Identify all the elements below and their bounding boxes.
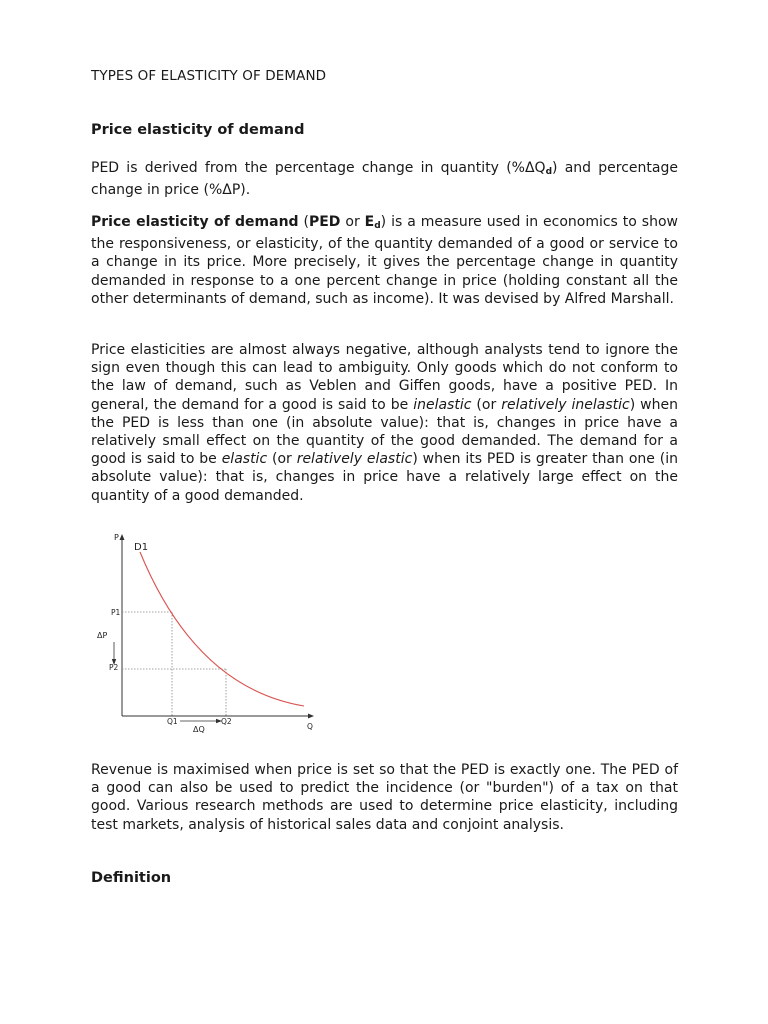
- p-axis-label: P: [114, 533, 119, 542]
- abbr: PED: [308, 214, 341, 230]
- text: (or: [267, 451, 297, 468]
- term: relatively elastic: [296, 451, 413, 468]
- text: ) when its PED is greater than one (in absolute value): that is, changes in price have a relatively large effect on the quantity of a good demanded.: [91, 451, 679, 504]
- subscript: d: [545, 167, 553, 177]
- paragraph-ped-derivation: [91, 159, 678, 199]
- y-axis-arrow-icon: [120, 534, 125, 540]
- curve-label-d1: D1: [134, 542, 149, 553]
- demand-curve-figure: [97, 528, 330, 740]
- delta-q-label: ΔQ: [193, 725, 205, 734]
- paragraph-ped-sign: [91, 341, 678, 505]
- paragraph-revenue: Revenue is maximised when price is set so that the PED is exactly one. The PED of a good can also be used to predict the incidence (or "burden") of a tax on that good. Various research methods are used to determine price elasticity, including test markets, analysis of historical sales data and conjoint analysis.: [91, 762, 678, 833]
- document-title: TYPES OF ELASTICITY OF DEMAND: [91, 68, 327, 84]
- text: ) when the PED is less than one (in absolute value): that is, changes in price have a relatively small effect on the quantity of the good demanded. The demand for a good is said to be: [91, 396, 678, 468]
- p2-label: P2: [109, 663, 119, 672]
- symbol: E: [364, 214, 375, 230]
- term: Price elasticity of demand: [91, 214, 299, 230]
- section-heading-definition: Definition: [91, 870, 172, 886]
- text: PED is derived from the percentage change in quantity (%ΔQ: [91, 160, 546, 176]
- q2-label: Q2: [221, 717, 232, 726]
- subscript: d: [374, 221, 381, 231]
- text: (or: [471, 396, 502, 413]
- section-heading-price-elasticity: Price elasticity of demand: [91, 122, 305, 138]
- text: ) is a measure used in economics to show the responsiveness, or elasticity, of the quantity demanded of a good or service to a change in its price. More precisely, it gives the percentage change in quantity demanded in response to a one percent change in price (holding constant all the other determinants of demand, such as income). It was devised by Alfred Marshall.: [91, 214, 678, 307]
- q-axis-label: Q: [307, 722, 313, 731]
- term: inelastic: [413, 396, 472, 413]
- text: (: [298, 214, 309, 230]
- text: ) and percentage change in price (%ΔP).: [91, 160, 678, 199]
- x-axis-arrow-icon: [308, 714, 314, 719]
- delta-p-label: ΔP: [97, 631, 108, 640]
- text: or: [340, 214, 365, 230]
- p1-label: P1: [111, 608, 121, 617]
- demand-curve-diagram: [97, 528, 330, 740]
- paragraph-ped-definition: [91, 213, 678, 308]
- text: Price elasticities are almost always negative, although analysts tend to ignore the sign even though this can lead to ambiguity. Only goods which do not conform to the law of demand, such as Veblen and Giffen goods, have a positive PED. In general, the demand for a good is said to be: [91, 342, 678, 413]
- term: relatively inelastic: [501, 396, 630, 413]
- demand-curve-d1: [140, 552, 304, 706]
- q1-label: Q1: [167, 717, 178, 726]
- term: elastic: [221, 451, 268, 468]
